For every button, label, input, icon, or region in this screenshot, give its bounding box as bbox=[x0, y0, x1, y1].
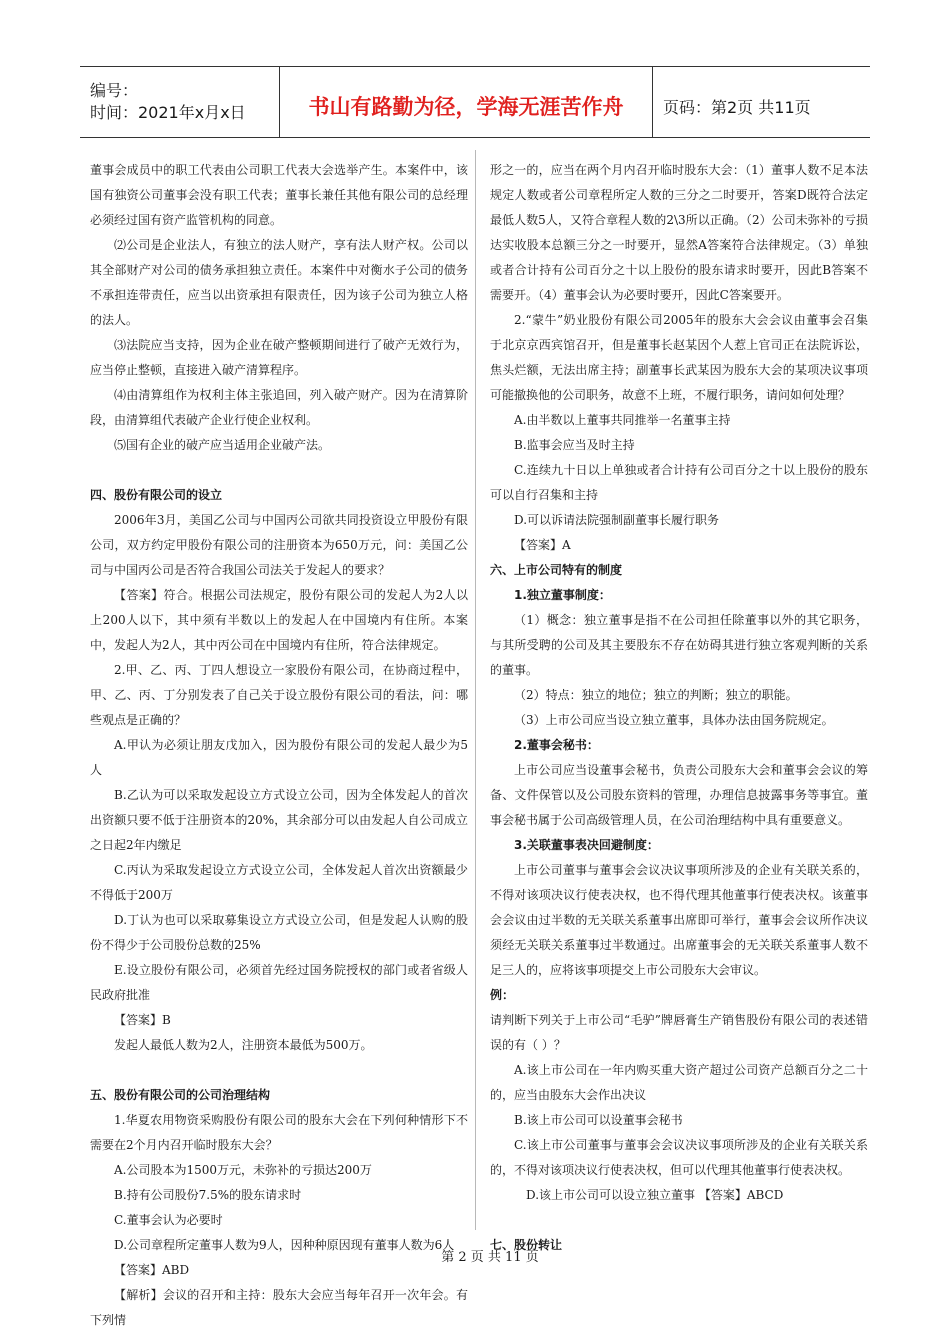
analysis-paragraph: 【解析】会议的召开和主持：股东大会应当每年召开一次年会。有下列情 bbox=[90, 1288, 468, 1327]
example-label: 例： bbox=[490, 988, 515, 1002]
option-item: B.乙认为可以采取发起设立方式设立公司，因为全体发起人的首次出资额只要不低于注册资本的20%，其余部分可以由发起人自公司成立之日起2年内缴足 bbox=[90, 788, 468, 852]
header-motto bbox=[280, 67, 653, 137]
option-item: A.该上市公司在一年内购买重大资产超过公司资产总额百分之二十的，应当由股东大会作出决议 bbox=[490, 1063, 868, 1102]
paragraph: 董事会成员中的职工代表由公司职工代表大会选举产生。本案件中，该国有独资公司董事会没有职工代表；董事长兼任其他有限公司的总经理必须经过国有资产监管机构的同意。 bbox=[90, 163, 468, 227]
subsection-heading: 2.董事会秘书： bbox=[514, 738, 599, 752]
header-meta bbox=[80, 67, 280, 137]
question-paragraph: 1.华夏农用物资采购股份有限公司的股东大会在下列何种情形下不需要在2个月内召开临时股东大会？ bbox=[90, 1113, 468, 1152]
option-item: D.该上市公司可以设立独立董事 【答案】ABCD bbox=[526, 1188, 784, 1202]
left-column bbox=[90, 158, 468, 1333]
page-header bbox=[80, 66, 870, 138]
right-column bbox=[490, 158, 868, 1258]
header-page bbox=[653, 67, 870, 137]
serial-label: 编号： bbox=[90, 81, 139, 100]
answer-label: 【答案】ABD bbox=[114, 1263, 190, 1277]
option-item: A.公司股本为1500万元，未弥补的亏损达200万 bbox=[114, 1163, 372, 1177]
option-item: B.该上市公司可以设董事会秘书 bbox=[514, 1113, 683, 1127]
subsection-heading: 3.关联董事表决回避制度： bbox=[514, 838, 659, 852]
option-item: C.董事会认为必要时 bbox=[114, 1213, 223, 1227]
question-paragraph: 请判断下列关于上市公司“毛驴”牌唇膏生产销售股份有限公司的表述错误的有（ ）？ bbox=[490, 1013, 868, 1052]
column-divider bbox=[475, 150, 476, 1230]
option-item: A.甲认为必须让朋友戊加入，因为股份有限公司的发起人最少为5人 bbox=[90, 738, 468, 777]
option-item: B.监事会应当及时主持 bbox=[514, 438, 635, 452]
paragraph: 形之一的，应当在两个月内召开临时股东大会：（1）董事人数不足本法规定人数或者公司章程所定人数的三分之二时要开，答案D既符合法定最低人数5人，又符合章程人数的2\3所以正确。（2）公司未弥补的亏损达实收股本总额三分之一时要开，显然A答案符合法律规定。（3）单独或者合计持有公司百分之十以上股份的股东请求时要开，因此B答案不需要开。（4）董事会认为必要时要开，因此C答案要开。 bbox=[490, 163, 868, 302]
paragraph: 发起人最低人数为2人，注册资本最低为500万。 bbox=[114, 1038, 373, 1052]
page-label: 页码：第2页 共11页 bbox=[663, 97, 811, 117]
section-heading: 四、股份有限公司的设立 bbox=[90, 488, 223, 502]
paragraph: ⑷由清算组作为权利主体主张追回，列入破产财产。因为在清算阶段，由清算组代表破产企业行使企业权利。 bbox=[90, 388, 468, 427]
subsection-heading: 1.独立董事制度： bbox=[514, 588, 611, 602]
paragraph: 上市公司应当设董事会秘书，负责公司股东大会和董事会会议的筹备、文件保管以及公司股东资料的管理，办理信息披露事务等事宜。董事会秘书属于公司高级管理人员，在公司治理结构中具有重要意义。 bbox=[490, 763, 868, 827]
section-heading: 六、上市公司特有的制度 bbox=[490, 563, 623, 577]
answer-label: 【答案】B bbox=[114, 1013, 171, 1027]
paragraph: 上市公司董事与董事会会议决议事项所涉及的企业有关联关系的，不得对该项决议行使表决权，也不得代理其他董事行使表决权。该董事会会议由过半数的无关联关系董事出席即可举行，董事会会议所作决议须经无关联关系董事过半数通过。出席董事会的无关联关系董事人数不足三人的，应将该事项提交上市公司股东大会审议。 bbox=[490, 863, 868, 977]
paragraph: （1）概念：独立董事是指不在公司担任除董事以外的其它职务，与其所受聘的公司及其主要股东不存在妨碍其进行独立客观判断的关系的董事。 bbox=[490, 613, 868, 677]
option-item: B.持有公司股份7.5%的股东请求时 bbox=[114, 1188, 302, 1202]
option-item: E.设立股份有限公司，必须首先经过国务院授权的部门或者省级人民政府批准 bbox=[90, 963, 468, 1002]
option-item: D.公司章程所定董事人数为9人，因种种原因现有董事人数为6人 bbox=[114, 1238, 455, 1252]
section-heading: 五、股份有限公司的公司治理结构 bbox=[90, 1088, 271, 1102]
paragraph: （2）特点：独立的地位；独立的判断；独立的职能。 bbox=[514, 688, 798, 702]
question-paragraph: 2.甲、乙、丙、丁四人想设立一家股份有限公司，在协商过程中，甲、乙、丙、丁分别发表了自己关于设立股份有限公司的看法，问：哪些观点是正确的？ bbox=[90, 663, 468, 727]
option-item: C.连续九十日以上单独或者合计持有公司百分之十以上股份的股东可以自行召集和主持 bbox=[490, 463, 868, 502]
question-paragraph: 2.“蒙牛”奶业股份有限公司2005年的股东大会会议由董事会召集于北京京西宾馆召开，但是董事长赵某因个人惹上官司正在法院诉讼，焦头烂额，无法出席主持；副董事长武某因为股东大会的某项决议事项可能撤换他的公司职务，故意不上班，不履行职务，请问如何处理？ bbox=[490, 313, 868, 402]
motto-text: 书山有路勤为径，学海无涯苦作舟 bbox=[308, 95, 624, 119]
section-heading: 七、股份转让 bbox=[490, 1238, 563, 1252]
paragraph: ⑶法院应当支持，因为企业在破产整顿期间进行了破产无效行为，应当停止整顿，直接进入破产清算程序。 bbox=[90, 338, 468, 377]
option-item: D.丁认为也可以采取募集设立方式设立公司，但是发起人认购的股份不得少于公司股份总数的25% bbox=[90, 913, 468, 952]
paragraph: （3）上市公司应当设立独立董事，具体办法由国务院规定。 bbox=[514, 713, 834, 727]
time-label: 时间：2021年x月x日 bbox=[90, 103, 246, 122]
option-item: C.该上市公司董事与董事会会议决议事项所涉及的企业有关联关系的，不得对该项决议行使表决权，但可以代理其他董事行使表决权。 bbox=[490, 1138, 868, 1177]
paragraph: 2006年3月，美国乙公司与中国丙公司欲共同投资设立甲股份有限公司，双方约定甲股份有限公司的注册资本为650万元，问：美国乙公司与中国丙公司是否符合我国公司法关于发起人的要求？ bbox=[90, 513, 468, 577]
option-item: D.可以诉请法院强制副董事长履行职务 bbox=[514, 513, 720, 527]
footer-page-number: 第 2 页 共 11 页 bbox=[441, 1250, 539, 1265]
paragraph: ⑸国有企业的破产应当适用企业破产法。 bbox=[114, 438, 331, 452]
page-footer bbox=[0, 1246, 950, 1265]
answer-label: 【答案】A bbox=[514, 538, 571, 552]
option-item: A.由半数以上董事共同推举一名董事主持 bbox=[514, 413, 731, 427]
option-item: C.丙认为采取发起设立方式设立公司，全体发起人首次出资额最少不得低于200万 bbox=[90, 863, 468, 902]
answer-paragraph: 【答案】符合。根据公司法规定，股份有限公司的发起人为2人以上200人以下，其中须有半数以上的发起人在中国境内有住所。本案中，发起人为2人，其中丙公司在中国境内有住所，符合法律规定。 bbox=[90, 588, 468, 652]
paragraph: ⑵公司是企业法人，有独立的法人财产，享有法人财产权。公司以其全部财产对公司的债务承担独立责任。本案件中对衡水子公司的债务不承担连带责任，应当以出资承担有限责任，因为该子公司为独立人格的法人。 bbox=[90, 238, 468, 327]
